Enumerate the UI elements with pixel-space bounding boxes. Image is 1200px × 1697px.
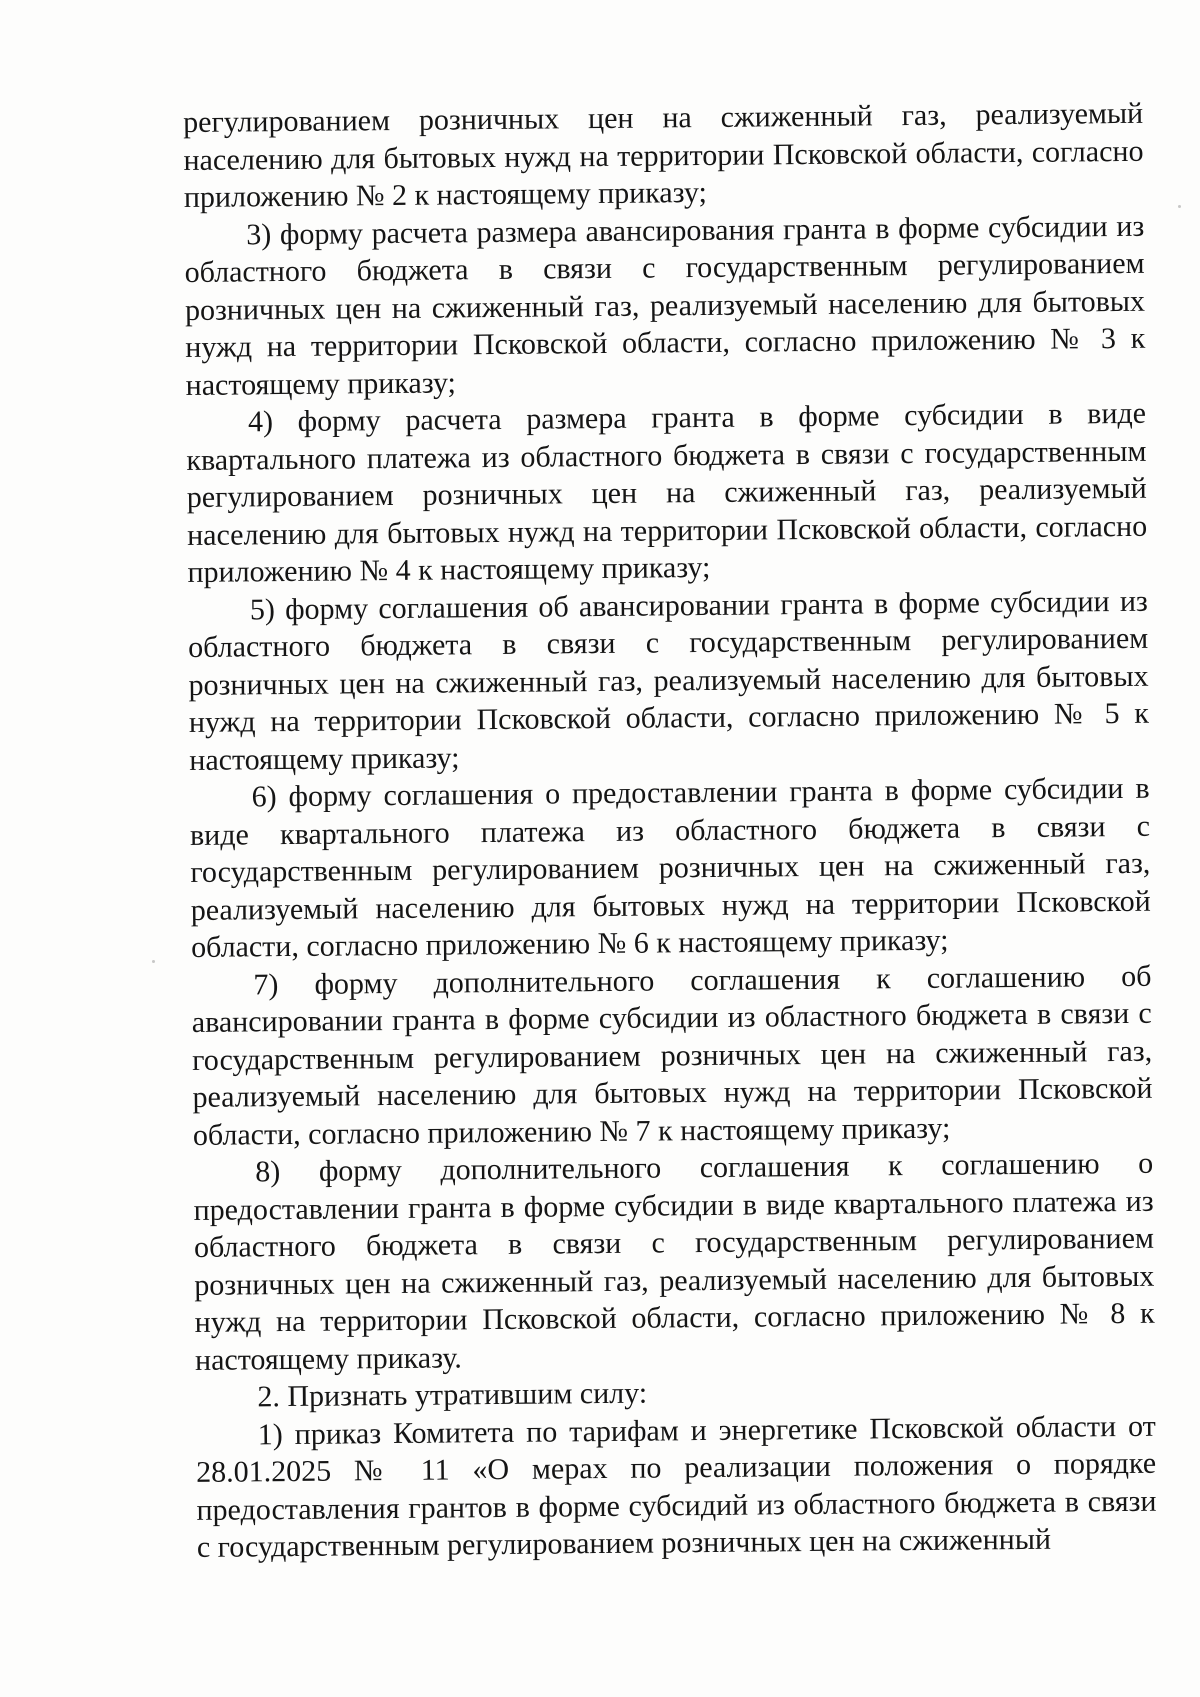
paragraph-item-4: 4) форму расчета размера гранта в форме субсидии в виде квартального платежа из областного бюджета в связи с государственным регулированием розничных цен на сжиженный газ, реализуемый населению для бытовых нужд на территории Псковской области, согласно приложению № 4 к настоящему приказу; xyxy=(186,396,1148,589)
paragraph-item-6: 6) форму соглашения о предоставлении гранта в форме субсидии в виде квартального платежа из областного бюджета в связи с государственным регулированием розничных цен на сжиженный газ, реализуемый населению для бытовых нужд на территории Псковской области, согласно приложению № 6 к настоящему приказу; xyxy=(189,771,1151,964)
scan-speck xyxy=(1178,205,1181,208)
paragraph-item-7: 7) форму дополнительного соглашения к соглашению об авансировании гранта в форме субсидии из областного бюджета в связи с государственным регулированием розничных цен на сжиженный газ, реализуемый населению для бытовых нужд на территории Псковской области, согласно приложению № 7 к настоящему приказу; xyxy=(191,959,1153,1152)
scan-speck xyxy=(152,960,155,963)
document-body xyxy=(183,95,1157,1567)
paragraph-item-5: 5) форму соглашения об авансировании гранта в форме субсидии из областного бюджета в связи с государственным регулированием розничных цен на сжиженный газ, реализуемый населению для бытовых нужд на территории Псковской области, согласно приложению № 5 к настоящему приказу; xyxy=(188,584,1150,777)
paragraph-item-3: 3) форму расчета размера авансирования гранта в форме субсидии из областного бюджета в связи с государственным регулированием розничных цен на сжиженный газ, реализуемый населению для бытовых нужд на территории Псковской области, согласно приложению № 3 к настоящему приказу; xyxy=(184,209,1146,402)
paragraph-item-8: 8) форму дополнительного соглашения к соглашению о предоставлении гранта в форме субсидии в виде квартального платежа из областного бюджета в связи с государственным регулированием розничных цен на сжиженный газ, реализуемый населению для бытовых нужд на территории Псковской области, согласно приложению № 8 к настоящему приказу. xyxy=(193,1146,1155,1377)
paragraph-repeal-item-1: 1) приказ Комитета по тарифам и энергетике Псковской области от 28.01.2025 № 11 «О мерах по реализации положения о порядке предоставления грантов в форме субсидий из областного бюджета в связи с государственным регулированием розничных цен на сжиженный xyxy=(195,1409,1157,1564)
paragraph-continuation: регулированием розничных цен на сжиженный газ, реализуемый населению для бытовых нужд на территории Псковской области, согласно приложению № 2 к настоящему приказу; xyxy=(183,96,1144,214)
section-2-heading: 2. Признать утратившим силу: xyxy=(257,1376,648,1414)
